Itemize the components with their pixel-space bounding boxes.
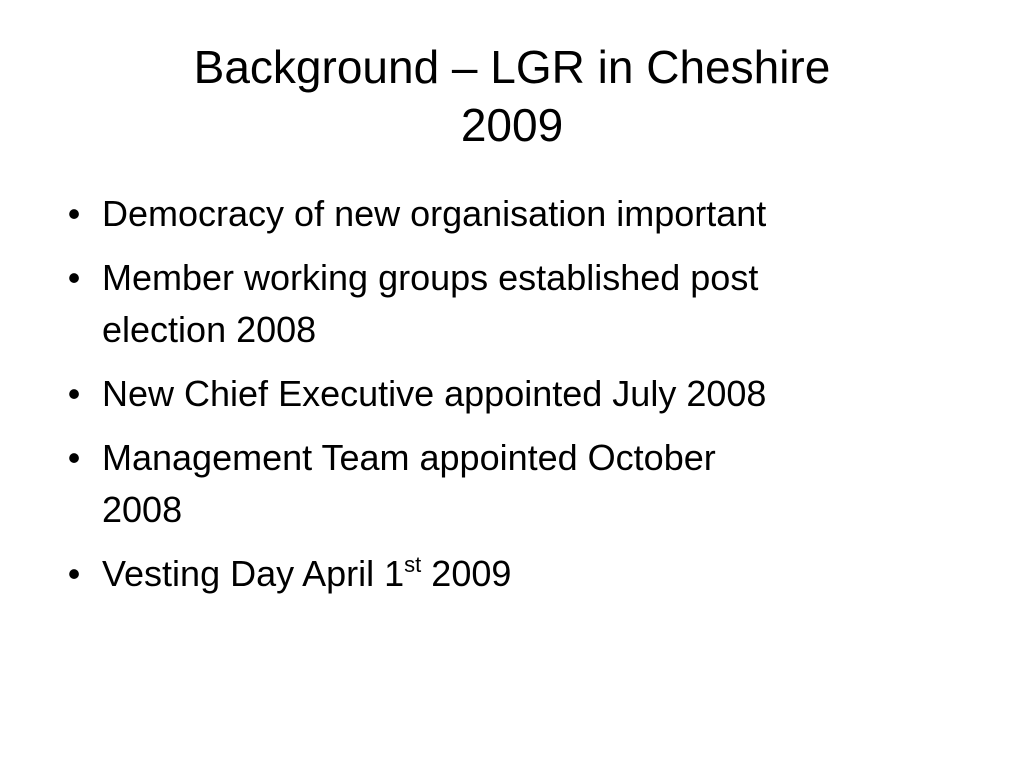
title-line-1: Background – LGR in Cheshire [193, 41, 831, 93]
bullet-icon: • [67, 257, 81, 298]
vesting-day-suffix: 2009 [421, 553, 512, 594]
title-line-2: 2009 [460, 99, 564, 151]
bullet-item-management-team [58, 432, 978, 536]
bullet-text [102, 548, 978, 600]
bullet-text-line-2: election 2008 [102, 309, 317, 350]
slide-title [60, 38, 964, 154]
bullet-item-vesting-day [58, 548, 978, 600]
bullet-icon: • [67, 373, 81, 414]
bullet-text-line-2: 2008 [102, 489, 183, 530]
bullet-text: New Chief Executive appointed July 2008 [102, 373, 767, 414]
bullet-icon: • [67, 193, 81, 234]
vesting-day-prefix: Vesting Day April 1 [102, 553, 405, 594]
bullet-list [58, 188, 978, 612]
bullet-text-line-1: Management Team appointed October [102, 437, 716, 478]
bullet-item-democracy [58, 188, 978, 240]
bullet-icon: • [67, 437, 81, 478]
bullet-text: Democracy of new organisation important [102, 193, 767, 234]
bullet-icon: • [67, 553, 81, 594]
bullet-text-line-1: Member working groups established post [102, 257, 759, 298]
ordinal-superscript: st [404, 552, 422, 577]
bullet-item-member-groups [58, 252, 978, 356]
bullet-item-chief-executive [58, 368, 978, 420]
